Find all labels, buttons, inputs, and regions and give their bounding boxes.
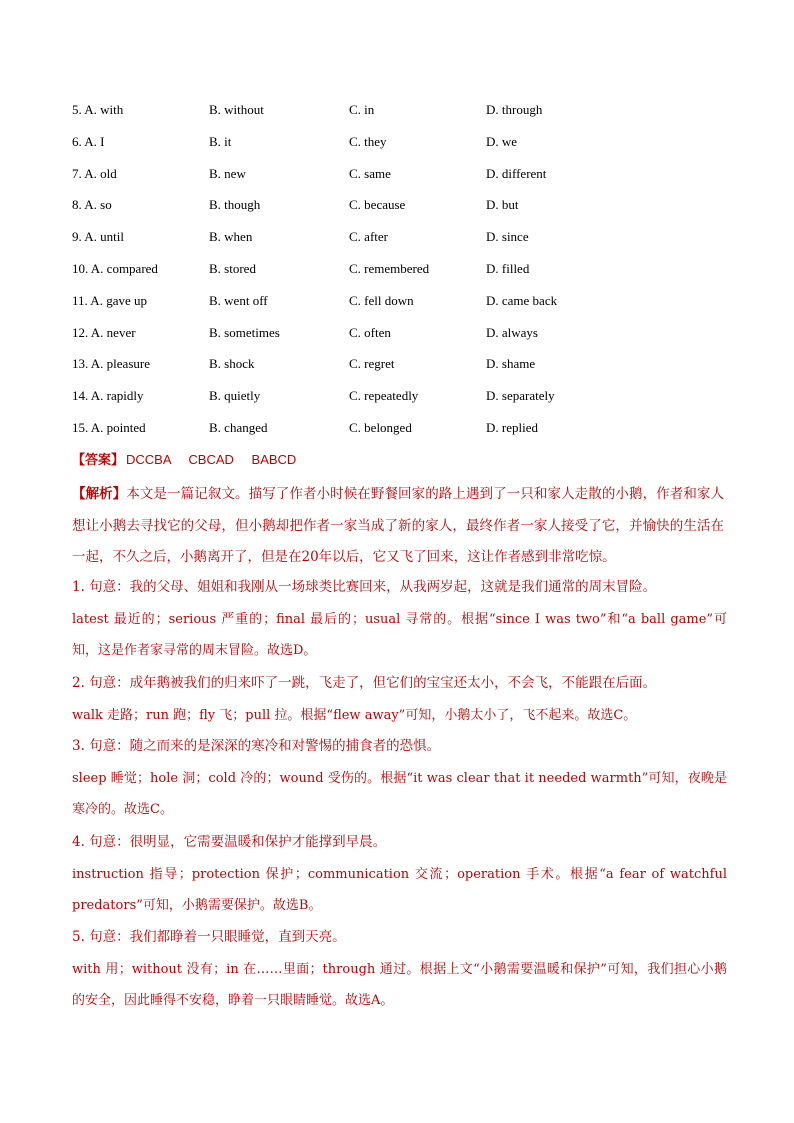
- option-row: [72, 260, 732, 292]
- option-c: C. belonged: [349, 419, 412, 435]
- option-row: [72, 196, 732, 228]
- option-d: D. different: [486, 165, 547, 181]
- option-row: [72, 165, 732, 197]
- option-row: [72, 228, 732, 260]
- option-a: 15. A. pointed: [72, 419, 146, 435]
- option-b: B. went off: [209, 292, 268, 308]
- explanation-detail: sleep 睡觉；hole 洞；cold 冷的；wound 受伤的。根据“it was clear that it needed warmth”可知，夜晚是寒冷的。故选C。: [72, 770, 727, 817]
- option-row: [72, 292, 732, 324]
- option-c: C. remembered: [349, 260, 430, 276]
- option-d: D. replied: [486, 419, 538, 435]
- option-b: B. shock: [209, 356, 255, 372]
- option-a: 14. A. rapidly: [72, 388, 144, 404]
- option-a: 10. A. compared: [72, 260, 158, 276]
- option-c: C. often: [349, 324, 391, 340]
- explanation-block: [72, 731, 727, 826]
- analysis-tag: 【解析】: [72, 486, 127, 502]
- answer-line: [72, 451, 296, 470]
- option-d: D. filled: [486, 260, 530, 276]
- option-a: 7. A. old: [72, 165, 117, 181]
- option-b: B. though: [209, 197, 261, 213]
- option-row: [72, 101, 732, 133]
- option-c: C. same: [349, 165, 391, 181]
- option-d: D. always: [486, 324, 538, 340]
- analysis-text: 本文是一篇记叙文。描写了作者小时候在野餐回家的路上遇到了一只和家人走散的小鹅，作者和家人想让小鹅去寻找它的父母，但小鹅却把作者一家当成了新的家人，最终作者一家人接受了它，并愉快的生活在一起，不久之后，小鹅离开了，但是在20年以后，它又飞了回来，这让作者感到非常吃惊。: [72, 486, 725, 565]
- answer-codes: DCCBA CBCAD BABCD: [126, 452, 297, 467]
- option-a: 5. A. with: [72, 102, 124, 117]
- option-c: C. repeatedly: [349, 388, 419, 404]
- option-b: B. stored: [209, 260, 256, 276]
- explanation-block: [72, 922, 727, 1017]
- option-row: [72, 133, 732, 165]
- explanation-detail: walk 走路；run 跑；fly 飞；pull 拉。根据“flew away”可知，小鹅太小了，飞不起来。故选C。: [72, 707, 637, 723]
- option-c: C. because: [349, 197, 406, 213]
- explanation-detail: instruction 指导；protection 保护；communication 交流；operation 手术。根据“a fear of watchful predators”可知，小鹅需要保护。故选B。: [72, 866, 727, 913]
- option-row: [72, 324, 732, 356]
- option-a: 6. A. I: [72, 133, 105, 149]
- explanation-block: [72, 827, 727, 922]
- option-c: C. in: [349, 102, 375, 117]
- option-c: C. after: [349, 229, 388, 245]
- explanation-detail: latest 最近的；serious 严重的；final 最后的；usual 寻常的。根据“since I was two”和“a ball game”可知，这是作者家寻常的周末冒险。故选D。: [72, 611, 727, 658]
- explanation-sentence: 1. 句意：我的父母、姐姐和我刚从一场球类比赛回来，从我两岁起，这就是我们通常的周末冒险。: [72, 579, 657, 595]
- explanation-sentence: 4. 句意：很明显，它需要温暖和保护才能撑到早晨。: [72, 834, 387, 850]
- option-b: B. when: [209, 229, 253, 245]
- option-a: 8. A. so: [72, 197, 112, 213]
- answer-tag: 【答案】: [72, 453, 125, 468]
- option-d: D. we: [486, 133, 518, 149]
- option-b: B. without: [209, 102, 264, 117]
- option-b: B. sometimes: [209, 324, 280, 340]
- option-c: C. fell down: [349, 292, 414, 308]
- option-b: B. changed: [209, 419, 268, 435]
- option-a: 12. A. never: [72, 324, 136, 340]
- option-b: B. it: [209, 133, 232, 149]
- explanation-block: [72, 572, 727, 667]
- analysis-paragraph: [72, 479, 724, 574]
- option-c: C. they: [349, 133, 387, 149]
- explanation-block: [72, 668, 727, 731]
- option-d: D. shame: [486, 356, 536, 372]
- explanation-sentence: 2. 句意：成年鹅被我们的归来吓了一跳，飞走了，但它们的宝宝还太小，不会飞，不能跟在后面。: [72, 675, 657, 691]
- option-d: D. through: [486, 102, 543, 117]
- explanation-sentence: 5. 句意：我们都睁着一只眼睡觉，直到天亮。: [72, 929, 346, 945]
- option-d: D. separately: [486, 388, 555, 404]
- option-d: D. came back: [486, 292, 558, 308]
- explanation-sentence: 3. 句意：随之而来的是深深的寒冷和对警惕的捕食者的恐惧。: [72, 738, 441, 754]
- option-d: D. since: [486, 229, 529, 245]
- option-a: 13. A. pleasure: [72, 356, 150, 372]
- option-c: C. regret: [349, 356, 395, 372]
- option-row: [72, 387, 732, 419]
- option-row: [72, 355, 732, 387]
- option-b: B. quietly: [209, 388, 261, 404]
- option-d: D. but: [486, 197, 519, 213]
- options-table: [72, 101, 732, 451]
- option-b: B. new: [209, 165, 246, 181]
- option-a: 9. A. until: [72, 229, 125, 245]
- explanation-detail: with 用；without 没有；in 在……里面；through 通过。根据上文“小鹅需要温暖和保护”可知，我们担心小鹅的安全，因此睡得不安稳，睁着一只眼睛睡觉。故选A。: [72, 961, 727, 1008]
- option-a: 11. A. gave up: [72, 292, 147, 308]
- option-row: [72, 419, 732, 451]
